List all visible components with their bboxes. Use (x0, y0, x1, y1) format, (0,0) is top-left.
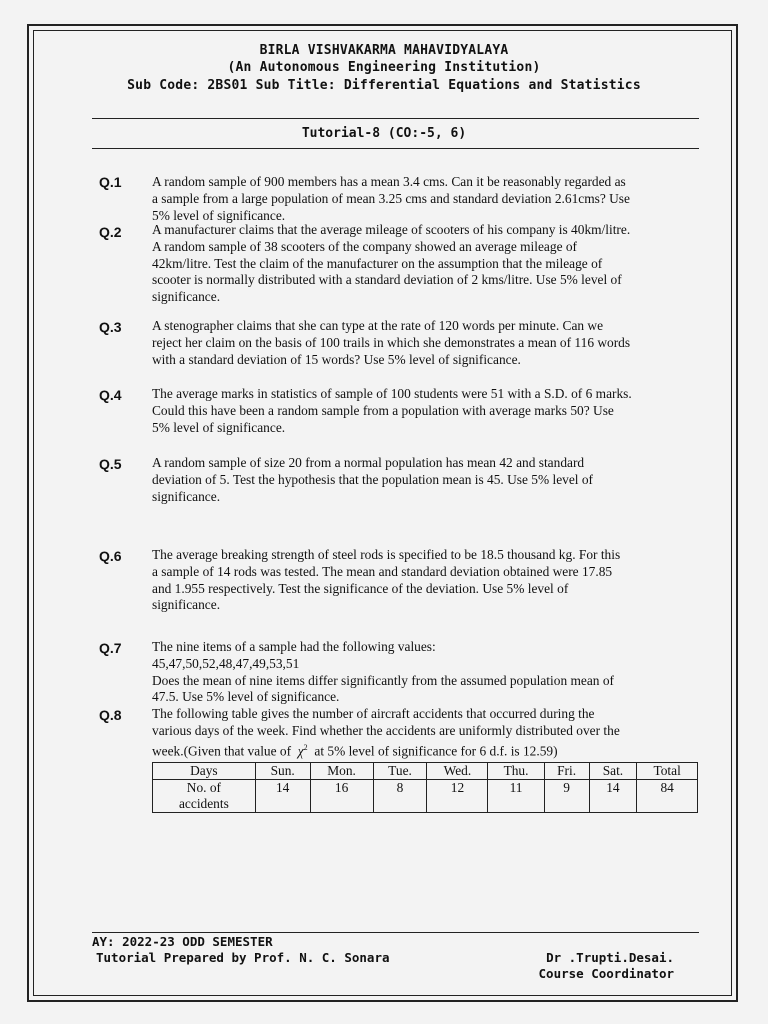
question-line: The average marks in statistics of sample of 100 students were 51 with a S.D. of 6 marks. (152, 386, 632, 401)
table-cell: 14 (255, 780, 310, 813)
table-cell: 12 (427, 780, 488, 813)
question-text (152, 318, 698, 368)
row-label-line: accidents (178, 796, 229, 811)
table-cell: 14 (589, 780, 637, 813)
table-header-cell: Sun. (255, 763, 310, 780)
question-text (152, 547, 698, 614)
chi-square-power: 2 (303, 742, 308, 752)
table-header-cell: Sat. (589, 763, 637, 780)
question-line: The nine items of a sample had the following values: (152, 639, 436, 654)
coordinator-name: Dr .Trupti.Desai. (546, 950, 674, 965)
table-cell: 11 (488, 780, 544, 813)
row-label-line: No. of (186, 780, 221, 795)
coordinator-role: Course Coordinator (538, 966, 674, 981)
question-line: A random sample of size 20 from a normal population has mean 42 and standard (152, 455, 585, 470)
question-text (152, 222, 698, 306)
table-header-cell: Mon. (310, 763, 373, 780)
question-line: reject her claim on the basis of 100 trails in which she demonstrates a mean of 116 words (152, 334, 631, 350)
question-text (152, 639, 698, 706)
table-header-cell: Total (637, 763, 698, 780)
question-line: significance. (152, 289, 221, 305)
subject-line: Sub Code: 2BS01 Sub Title: Differential Equations and Statistics (127, 78, 641, 93)
question-line: a sample of 14 rods was tested. The mean and standard deviation obtained were 17.85 (152, 563, 613, 579)
question-line: scooter is normally distributed with a standard deviation of 2 kms/litre. Use 5% level of (152, 272, 622, 288)
question-number: Q.6 (99, 548, 122, 564)
question-line: 5% level of significance. (152, 207, 286, 223)
question-line (152, 740, 698, 760)
accidents-table (152, 762, 698, 813)
institute-subtitle: (An Autonomous Engineering Institution) (227, 60, 541, 75)
academic-year: AY: 2022-23 ODD SEMESTER (92, 934, 273, 949)
tutorial-title: Tutorial-8 (CO:-5, 6) (301, 126, 467, 141)
question-line: A random sample of 38 scooters of the company showed an average mileage of (152, 238, 578, 254)
table-cell: 8 (373, 780, 427, 813)
institute-name: BIRLA VISHVAKARMA MAHAVIDYALAYA (259, 43, 509, 58)
question-line: deviation of 5. Test the hypothesis that the population mean is 45. Use 5% level of (152, 471, 593, 487)
footer-rule (92, 932, 699, 933)
question-line: The following table gives the number of aircraft accidents that occurred during the (152, 706, 595, 721)
title-rule-bottom (92, 148, 699, 149)
question-line: 42km/litre. Test the claim of the manufacturer on the assumption that the mileage of (152, 255, 603, 271)
question-line: significance. (152, 597, 221, 613)
prepared-by: Tutorial Prepared by Prof. N. C. Sonara (96, 950, 390, 965)
question-text (152, 706, 698, 760)
table-header-cell: Fri. (544, 763, 589, 780)
title-rule-top (92, 118, 699, 119)
table-header-cell: Wed. (427, 763, 488, 780)
question-line: A random sample of 900 members has a mean 3.4 cms. Can it be reasonably regarded as (152, 174, 626, 189)
question-line: Could this have been a random sample from a population with average marks 50? Use (152, 402, 614, 418)
table-header-cell: Thu. (488, 763, 544, 780)
question-line-start: week.(Given that value of (152, 743, 292, 759)
question-line: A stenographer claims that she can type at the rate of 120 words per minute. Can we (152, 318, 604, 333)
question-line: The average breaking strength of steel rods is specified to be 18.5 thousand kg. For this (152, 547, 621, 562)
table-cell: 9 (544, 780, 589, 813)
question-line: with a standard deviation of 15 words? Use 5% level of significance. (152, 351, 521, 367)
question-text (152, 455, 698, 505)
question-number: Q.5 (99, 456, 122, 472)
table-header-cell: Tue. (373, 763, 427, 780)
question-line: 47.5. Use 5% level of significance. (152, 689, 340, 705)
table-header-cell: Days (153, 763, 256, 780)
question-line-end: at 5% level of significance for 6 d.f. is 12.59) (314, 743, 558, 759)
question-number: Q.1 (99, 174, 122, 190)
table-row-label (153, 780, 256, 813)
question-line: A manufacturer claims that the average mileage of scooters of his company is 40km/litre. (152, 222, 631, 237)
table-row (153, 780, 698, 813)
question-number: Q.7 (99, 640, 122, 656)
question-number: Q.3 (99, 319, 122, 335)
chi-square-symbol: χ (297, 743, 304, 759)
question-line: 5% level of significance. (152, 419, 286, 435)
question-line: Does the mean of nine items differ significantly from the assumed population mean of (152, 672, 614, 688)
question-line: and 1.955 respectively. Test the significance of the deviation. Use 5% level of (152, 580, 569, 596)
question-line: a sample from a large population of mean 3.25 cms and standard deviation 2.61cms? Use (152, 190, 630, 206)
table-header-row (153, 763, 698, 780)
question-line: various days of the week. Find whether the accidents are uniformly distributed over the (152, 722, 620, 738)
question-line: significance. (152, 488, 221, 504)
table-cell: 16 (310, 780, 373, 813)
question-number: Q.8 (99, 707, 122, 723)
table-cell: 84 (637, 780, 698, 813)
question-text (152, 174, 698, 224)
question-number: Q.4 (99, 387, 122, 403)
question-line: 45,47,50,52,48,47,49,53,51 (152, 655, 300, 671)
question-number: Q.2 (99, 224, 122, 240)
question-text (152, 386, 698, 436)
